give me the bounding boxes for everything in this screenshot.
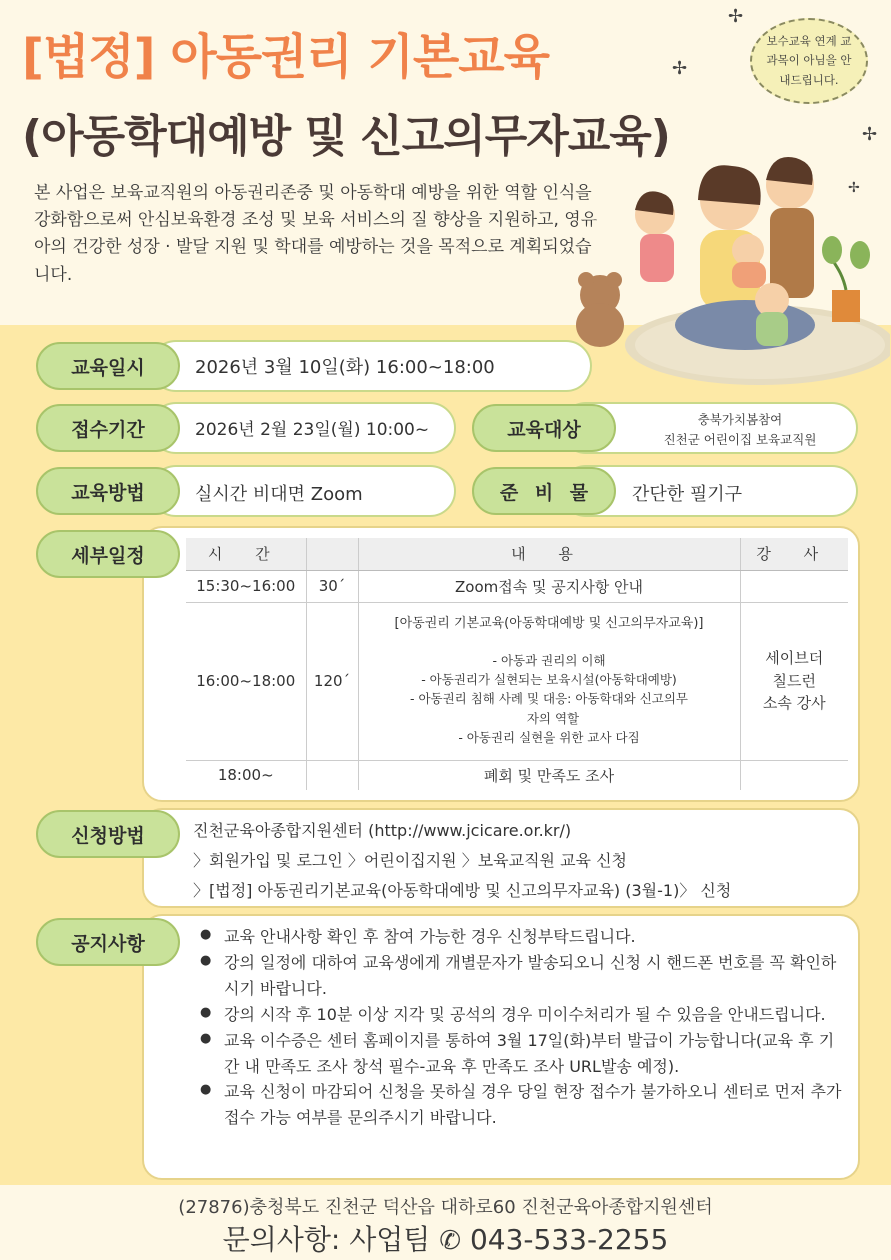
footer-contact	[0, 1218, 891, 1258]
family-illustration	[560, 130, 890, 400]
table-row: 18:00~ 폐회 및 만족도 조사	[186, 760, 848, 790]
sparkle-icon: ✢	[672, 58, 688, 79]
sparkle-icon: ✢	[728, 6, 744, 27]
header-content: 내 용	[358, 538, 740, 570]
notice-label: 공지사항	[36, 918, 180, 966]
reg-value: 2026년 2월 23일(월) 10:00~	[195, 420, 430, 440]
method-value: 실시간 비대면 Zoom	[195, 484, 363, 505]
page-title: [법정] 아동권리 기본교육	[22, 29, 549, 85]
date-value: 2026년 3월 10일(화) 16:00~18:00	[195, 357, 495, 378]
phone-icon: ✆	[439, 1226, 462, 1256]
prep-label: 준 비 물	[472, 467, 616, 515]
table-header-row	[186, 538, 848, 570]
contact-label: 문의사항: 사업팀	[222, 1223, 431, 1256]
page-subtitle: (아동학대예방 및 신고의무자교육)	[22, 111, 670, 162]
lecturer-cell: 세이브더 칠드런 소속 강사	[740, 602, 848, 760]
header-lecturer: 강 사	[740, 538, 848, 570]
schedule-table	[186, 538, 848, 790]
intro-text: 본 사업은 보육교직원의 아동권리존중 및 아동학대 예방을 위한 역할 인식을 강화함으로써 안심보육환경 조성 및 보육 서비스의 질 향상을 지원하고, 영유아의 건강한 성장 · 발달 지원 및 학대를 예방하는 것을 목적으로 계획되었습니다.	[34, 183, 598, 285]
target-label: 교육대상	[472, 404, 616, 452]
phone-number: 043-533-2255	[469, 1223, 669, 1256]
apply-label: 신청방법	[36, 810, 180, 858]
schedule-label: 세부일정	[36, 530, 180, 578]
apply-line1: 진천군육아종합지원센터 (http://www.jcicare.or.kr/)	[193, 821, 572, 840]
target-line1: 충북가치봄참여	[697, 412, 783, 427]
table-row: 16:00~18:00 120´ [아동권리 기본교육(아동학대예방 및 신고의무자교육)] - 아동과 권리의 이해 - 아동권리가 실현되는 보육시설(아동학대예방) - 아동권리 침해 사례 및 대응: 아동학대와 신고의무 자의 역할 - 아동권리 실현을 위한 교사 다짐 세이브더 칠드런 소속 강사	[186, 602, 848, 760]
list-item: ● 교육 신청이 마감되어 신청을 못하실 경우 당일 현장 접수가 불가하오니 센터로 먼저 추가 접수 가능 여부를 문의주시기 바랍니다.	[198, 1079, 848, 1131]
apply-line2: 〉회원가입 및 로그인 〉어린이집지원 〉보육교직원 교육 신청	[193, 851, 628, 870]
notice-list	[198, 924, 848, 1131]
table-row: 15:30~16:00 30´ Zoom접속 및 공지사항 안내	[186, 570, 848, 602]
sparkle-icon: ✢	[848, 180, 860, 196]
apply-line3: 〉[법정] 아동권리기본교육(아동학대예방 및 신고의무자교육) (3월-1)〉 신청	[193, 881, 732, 900]
prep-value: 간단한 필기구	[632, 484, 743, 505]
list-item: ● 교육 이수증은 센터 홈페이지를 통하여 3월 17일(화)부터 발급이 가능합니다(교육 후 기간 내 만족도 조사 창석 필수-교육 후 만족도 조사 URL발송 예정).	[198, 1028, 848, 1080]
content-cell: [아동권리 기본교육(아동학대예방 및 신고의무자교육)] - 아동과 권리의 이해 - 아동권리가 실현되는 보육시설(아동학대예방) - 아동권리 침해 사례 및 대응: 아동학대와 신고의무 자의 역할 - 아동권리 실현을 위한 교사 다짐	[358, 602, 740, 760]
header-minutes	[306, 538, 358, 570]
date-label: 교육일시	[36, 342, 180, 390]
list-item: ● 교육 안내사항 확인 후 참여 가능한 경우 신청부탁드립니다.	[198, 924, 848, 950]
target-line2: 진천군 어린이집 보육교직원	[663, 432, 817, 447]
method-label: 교육방법	[36, 467, 180, 515]
sparkle-icon: ✢	[862, 124, 878, 145]
notice-bubble: 보수교육 연계 교과목이 아님을 안내드립니다.	[750, 18, 868, 104]
footer-address: (27876)충청북도 진천군 덕산읍 대하로60 진천군육아종합지원센터	[178, 1197, 713, 1218]
list-item: ● 강의 시작 후 10분 이상 지각 및 공석의 경우 미이수처리가 될 수 있음을 안내드립니다.	[198, 1002, 848, 1028]
list-item: ● 강의 일정에 대하여 교육생에게 개별문자가 발송되오니 신청 시 핸드폰 번호를 꼭 확인하시기 바랍니다.	[198, 950, 848, 1002]
header-time: 시 간	[186, 538, 306, 570]
reg-label: 접수기간	[36, 404, 180, 452]
